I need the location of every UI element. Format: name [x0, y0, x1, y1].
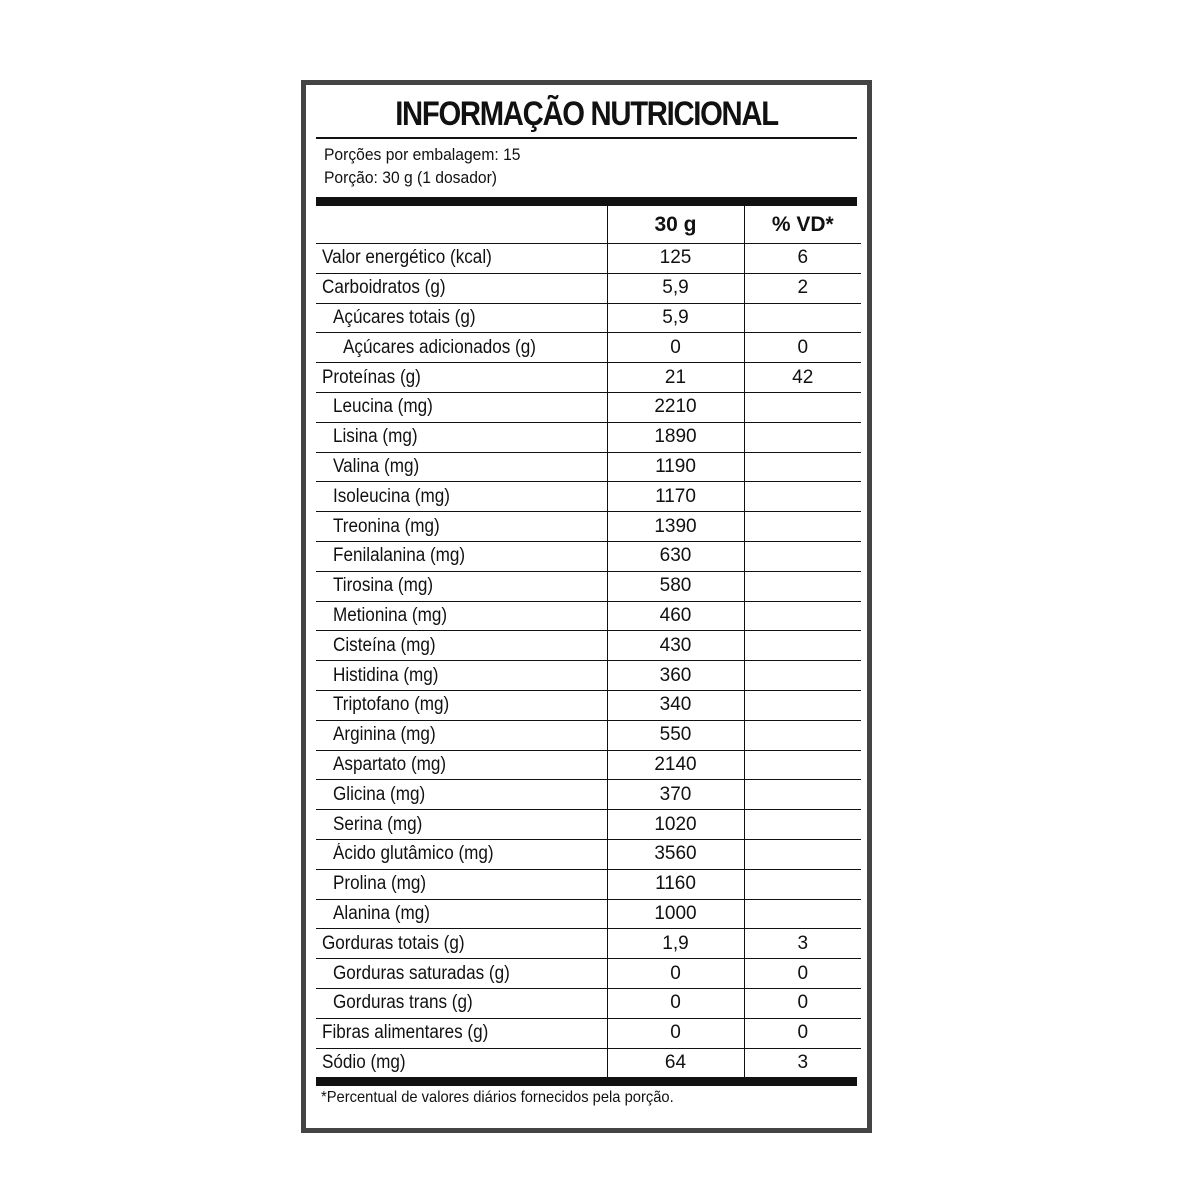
nutrient-name: Glicina (mg)	[333, 783, 426, 805]
nutrient-value: 0	[607, 988, 744, 1018]
nutrient-value: 3560	[607, 839, 744, 869]
nutrient-daily-value: 0	[744, 959, 861, 989]
nutrient-name: Prolina (mg)	[333, 873, 427, 895]
nutrient-rows	[316, 244, 861, 1078]
nutrient-name-cell	[316, 631, 607, 661]
nutrient-name-cell	[316, 690, 607, 720]
header-daily-value: % VD*	[744, 206, 861, 244]
nutrient-daily-value	[744, 392, 861, 422]
nutrient-name-cell	[316, 244, 607, 274]
nutrient-daily-value	[744, 541, 861, 571]
nutrient-daily-value	[744, 482, 861, 512]
table-row	[316, 601, 861, 631]
nutrient-name: Gorduras saturadas (g)	[333, 962, 510, 984]
nutrient-daily-value: 0	[744, 1018, 861, 1048]
nutrient-value: 0	[607, 1018, 744, 1048]
nutrient-value: 2140	[607, 750, 744, 780]
table-row	[316, 810, 861, 840]
nutrient-name: Fenilalanina (mg)	[333, 545, 466, 567]
nutrient-daily-value: 3	[744, 1048, 861, 1077]
nutrient-name: Gorduras totais (g)	[322, 932, 465, 954]
nutrient-value: 0	[607, 333, 744, 363]
nutrient-name-cell	[316, 661, 607, 691]
table-row	[316, 690, 861, 720]
table-row	[316, 720, 861, 750]
table-row	[316, 988, 861, 1018]
table-row	[316, 959, 861, 989]
label-title: INFORMAÇÃO NUTRICIONAL	[395, 95, 778, 133]
nutrient-name-cell	[316, 1048, 607, 1077]
nutrient-name: Triptofano (mg)	[333, 694, 450, 716]
nutrient-value: 0	[607, 959, 744, 989]
nutrient-name: Alanina (mg)	[333, 902, 430, 924]
nutrient-value: 1390	[607, 512, 744, 542]
nutrient-daily-value	[744, 690, 861, 720]
nutrient-name-cell	[316, 273, 607, 303]
nutrient-name: Arginina (mg)	[333, 724, 436, 746]
nutrient-daily-value	[744, 780, 861, 810]
table-row	[316, 482, 861, 512]
nutrient-value: 580	[607, 571, 744, 601]
nutrient-name-cell	[316, 780, 607, 810]
nutrient-name-cell	[316, 392, 607, 422]
nutrient-name: Valina (mg)	[333, 455, 420, 477]
nutrient-daily-value: 0	[744, 333, 861, 363]
nutrition-table	[316, 206, 861, 1077]
nutrient-name: Gorduras trans (g)	[333, 992, 473, 1014]
nutrient-daily-value	[744, 512, 861, 542]
footer-thick-divider	[316, 1077, 857, 1086]
table-row	[316, 273, 861, 303]
nutrient-name-cell	[316, 959, 607, 989]
header-thick-divider	[316, 197, 857, 206]
table-row	[316, 929, 861, 959]
nutrient-name-cell	[316, 839, 607, 869]
nutrient-value: 1170	[607, 482, 744, 512]
nutrient-value: 64	[607, 1048, 744, 1077]
nutrient-daily-value	[744, 303, 861, 333]
table-row	[316, 571, 861, 601]
nutrient-name: Isoleucina (mg)	[333, 485, 450, 507]
table-row	[316, 899, 861, 929]
nutrient-name-cell	[316, 541, 607, 571]
nutrient-name-cell	[316, 512, 607, 542]
table-row	[316, 422, 861, 452]
nutrient-daily-value	[744, 661, 861, 691]
table-row	[316, 303, 861, 333]
nutrient-name-cell	[316, 750, 607, 780]
nutrient-daily-value	[744, 422, 861, 452]
nutrient-daily-value	[744, 720, 861, 750]
nutrient-value: 1890	[607, 422, 744, 452]
nutrient-name-cell	[316, 303, 607, 333]
header-per-serving: 30 g	[607, 206, 744, 244]
nutrient-name: Histidina (mg)	[333, 664, 439, 686]
nutrient-daily-value: 2	[744, 273, 861, 303]
nutrient-name: Proteínas (g)	[322, 366, 421, 388]
nutrient-name: Serina (mg)	[333, 813, 423, 835]
table-row	[316, 750, 861, 780]
nutrient-value: 1190	[607, 452, 744, 482]
nutrient-daily-value: 6	[744, 244, 861, 274]
nutrient-value: 1000	[607, 899, 744, 929]
nutrient-daily-value	[744, 869, 861, 899]
nutrient-value: 630	[607, 541, 744, 571]
nutrient-daily-value: 42	[744, 363, 861, 393]
serving-info	[316, 139, 857, 197]
nutrient-name-cell	[316, 1018, 607, 1048]
nutrient-daily-value	[744, 810, 861, 840]
nutrient-daily-value: 0	[744, 988, 861, 1018]
nutrient-daily-value: 3	[744, 929, 861, 959]
nutrient-value: 340	[607, 690, 744, 720]
nutrient-name: Fibras alimentares (g)	[322, 1022, 489, 1044]
nutrient-name: Valor energético (kcal)	[322, 247, 492, 269]
nutrient-value: 5,9	[607, 273, 744, 303]
table-row	[316, 512, 861, 542]
nutrient-daily-value	[744, 571, 861, 601]
nutrient-value: 1160	[607, 869, 744, 899]
footnote	[316, 1086, 857, 1107]
nutrient-daily-value	[744, 601, 861, 631]
nutrient-value: 460	[607, 601, 744, 631]
table-row	[316, 392, 861, 422]
nutrient-name: Carboidratos (g)	[322, 277, 446, 299]
nutrient-name: Lisina (mg)	[333, 426, 418, 448]
nutrient-daily-value	[744, 839, 861, 869]
nutrient-name: Açúcares totais (g)	[333, 306, 476, 328]
table-row	[316, 1048, 861, 1077]
nutrient-name-cell	[316, 422, 607, 452]
nutrient-name: Cisteína (mg)	[333, 634, 436, 656]
nutrition-facts-label	[301, 80, 872, 1133]
servings-per-package: Porções por embalagem: 15	[324, 145, 521, 164]
nutrient-name-cell	[316, 869, 607, 899]
nutrient-daily-value	[744, 631, 861, 661]
nutrient-value: 360	[607, 661, 744, 691]
table-row	[316, 1018, 861, 1048]
nutrient-daily-value	[744, 452, 861, 482]
nutrient-daily-value	[744, 750, 861, 780]
nutrient-value: 550	[607, 720, 744, 750]
table-row	[316, 452, 861, 482]
nutrient-name: Tirosina (mg)	[333, 575, 434, 597]
table-row	[316, 363, 861, 393]
nutrient-name-cell	[316, 720, 607, 750]
table-row	[316, 631, 861, 661]
nutrient-daily-value	[744, 899, 861, 929]
table-row	[316, 661, 861, 691]
nutrient-name-cell	[316, 363, 607, 393]
nutrient-name-cell	[316, 929, 607, 959]
table-header-row	[316, 206, 861, 244]
nutrient-name: Metionina (mg)	[333, 604, 448, 626]
nutrient-value: 5,9	[607, 303, 744, 333]
nutrient-name-cell	[316, 571, 607, 601]
nutrient-value: 1020	[607, 810, 744, 840]
nutrient-value: 370	[607, 780, 744, 810]
table-row	[316, 244, 861, 274]
nutrient-name-cell	[316, 899, 607, 929]
nutrient-name: Leucina (mg)	[333, 396, 433, 418]
nutrient-value: 125	[607, 244, 744, 274]
nutrient-value: 430	[607, 631, 744, 661]
nutrient-name-cell	[316, 333, 607, 363]
nutrient-name-cell	[316, 482, 607, 512]
table-row	[316, 869, 861, 899]
nutrient-name-cell	[316, 988, 607, 1018]
nutrient-name: Sódio (mg)	[322, 1051, 406, 1073]
nutrient-name-cell	[316, 452, 607, 482]
nutrient-name: Aspartato (mg)	[333, 753, 447, 775]
table-row	[316, 780, 861, 810]
footnote-text: *Percentual de valores diários fornecidos pela porção.	[321, 1089, 674, 1107]
nutrient-value: 2210	[607, 392, 744, 422]
table-row	[316, 333, 861, 363]
nutrient-value: 1,9	[607, 929, 744, 959]
nutrient-name: Açúcares adicionados (g)	[343, 336, 536, 358]
nutrient-name: Treonina (mg)	[333, 515, 440, 537]
serving-size: Porção: 30 g (1 dosador)	[324, 168, 498, 187]
nutrient-name: Ácido glutâmico (mg)	[333, 843, 494, 865]
nutrient-name-cell	[316, 810, 607, 840]
label-content	[316, 85, 857, 1128]
table-row	[316, 839, 861, 869]
nutrient-name-cell	[316, 601, 607, 631]
header-blank-cell	[316, 206, 607, 244]
table-row	[316, 541, 861, 571]
nutrient-value: 21	[607, 363, 744, 393]
